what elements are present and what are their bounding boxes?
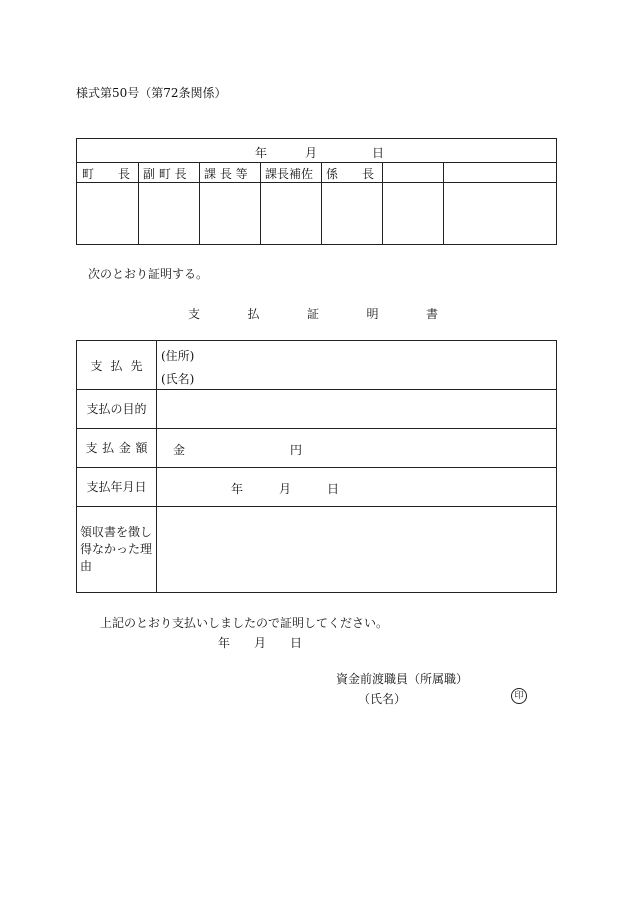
date-label-cell: [77, 467, 156, 506]
footer-year: 年: [218, 636, 231, 650]
payee-label-cell: [77, 341, 156, 389]
approval-divider: [321, 163, 322, 244]
purpose-label: 支払の目的: [86, 402, 147, 416]
document-title: [188, 305, 438, 322]
amount-prefix: 金: [173, 443, 186, 457]
payee-name-label: (氏名): [161, 372, 195, 386]
purpose-label-cell: [77, 389, 156, 428]
footer-day: 日: [290, 636, 303, 650]
approval-year: 年: [255, 146, 268, 160]
title-char: 払: [247, 307, 260, 321]
approval-header-assistant-chief: 課長補佐: [265, 167, 314, 181]
approval-divider: [443, 163, 444, 244]
approval-header-subsection-chief: 係 長: [326, 167, 375, 181]
payment-day: 日: [327, 482, 340, 496]
intro-text: 次のとおり証明する。: [88, 267, 209, 281]
payee-address-label: (住所): [161, 349, 195, 363]
form-number: 様式第50号（第72条関係）: [76, 86, 227, 100]
approval-header-section-chief: 課 長 等: [204, 167, 248, 181]
reason-label: 領収書を徴し得なかった理由: [80, 525, 153, 573]
official-title: 資金前渡職員（所属職）: [336, 672, 469, 686]
amount-suffix: 円: [290, 443, 303, 457]
official-name-label: （氏名）: [358, 692, 407, 706]
approval-divider: [260, 163, 261, 244]
payee-label: 支 払 先: [90, 358, 143, 373]
amount-label: 支 払 金 額: [85, 441, 148, 455]
row-divider: [77, 506, 556, 507]
request-text: 上記のとおり支払いしましたので証明してください。: [100, 616, 389, 630]
payment-month: 月: [279, 482, 292, 496]
seal-mark: 印: [511, 688, 527, 704]
approval-month: 月: [305, 146, 318, 160]
approval-header-deputy-mayor: 副 町 長: [143, 167, 187, 181]
title-char: 支: [188, 307, 201, 321]
approval-date-row: [77, 139, 556, 163]
approval-divider: [382, 163, 383, 244]
payment-year: 年: [231, 482, 244, 496]
title-char: 証: [306, 307, 319, 321]
amount-label-cell: [77, 428, 156, 467]
payment-table: [76, 340, 557, 593]
footer-month: 月: [254, 636, 267, 650]
approval-header-mayor: 町 長: [82, 167, 131, 181]
approval-divider: [199, 163, 200, 244]
date-label: 支払年月日: [86, 480, 147, 494]
approval-divider: [138, 163, 139, 244]
approval-day: 日: [372, 146, 385, 160]
title-char: 書: [425, 307, 438, 321]
approval-table: [76, 138, 557, 245]
title-char: 明: [366, 307, 379, 321]
